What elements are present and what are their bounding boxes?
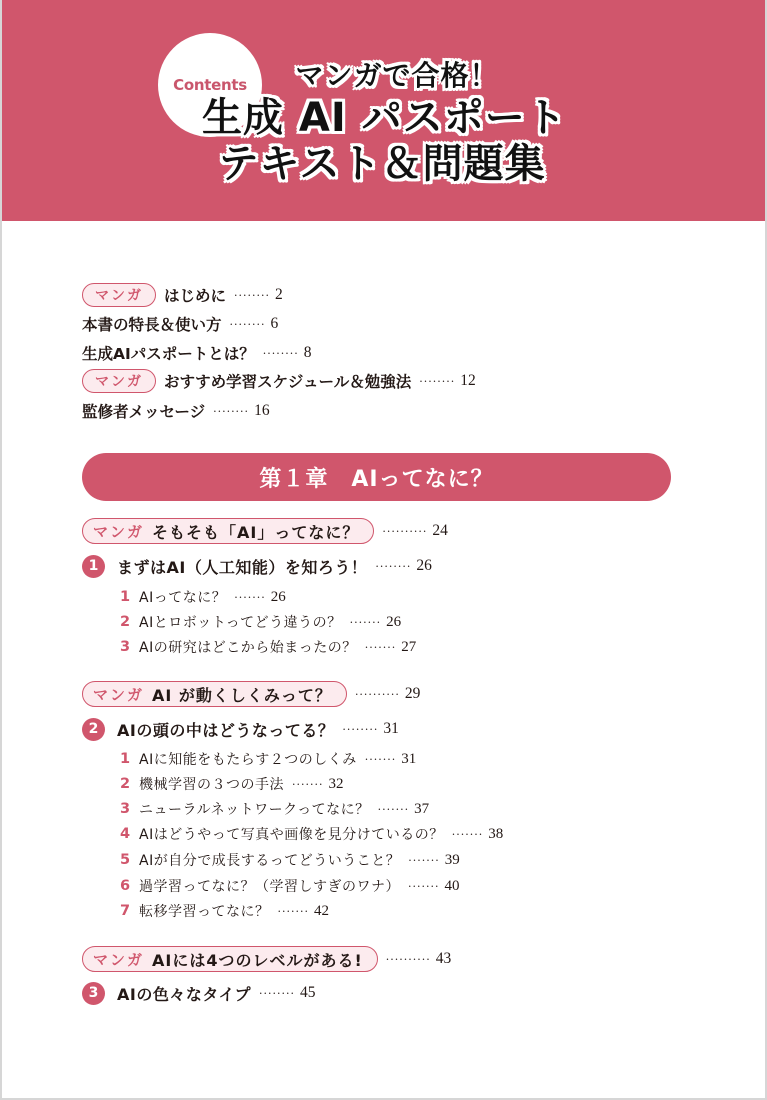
leader-dots: ·······	[408, 879, 440, 893]
page-number: 29	[404, 685, 421, 702]
entry-title: 転移学習ってなに？	[139, 904, 270, 920]
page-number: 40	[444, 877, 460, 894]
leader-dots: ·······	[377, 802, 410, 816]
manga-tag: マンガ	[93, 522, 145, 541]
subitem-number: 6	[120, 878, 131, 894]
leader-dots: ········	[229, 317, 266, 331]
entry-title: AIとロボットってどう違うの？	[139, 615, 342, 631]
leader-dots: ········	[342, 722, 379, 736]
page-number: 43	[435, 950, 452, 967]
toc-section-3[interactable]	[82, 979, 316, 1007]
toc-subitem-1-2[interactable]	[120, 608, 401, 636]
contents-label: Contents	[173, 76, 247, 94]
leader-dots: ········	[262, 346, 299, 360]
toc-entry-features[interactable]	[82, 310, 278, 338]
header-band	[2, 0, 765, 221]
title-line-1: マンガで合格！	[295, 59, 499, 92]
toc-subitem-2-6[interactable]	[120, 872, 459, 900]
page-number: 37	[414, 800, 430, 817]
entry-title: AI が動くしくみって？	[152, 685, 332, 705]
subitem-number: 2	[120, 614, 131, 630]
section-number-badge: 3	[82, 982, 105, 1005]
subitem-number: 3	[120, 801, 131, 817]
leader-dots: ··········	[354, 687, 400, 701]
manga-pill	[82, 518, 374, 544]
chapter-1-heading[interactable]	[82, 453, 671, 501]
entry-title: AIってなに？	[139, 590, 227, 606]
leader-dots: ········	[419, 374, 456, 388]
page-number: 27	[401, 638, 417, 655]
leader-dots: ·······	[451, 827, 484, 841]
subitem-number: 2	[120, 776, 131, 792]
subitem-number: 1	[120, 589, 131, 605]
subitem-number: 5	[120, 852, 131, 868]
manga-badge: マンガ	[82, 283, 156, 307]
leader-dots: ········	[259, 986, 296, 1000]
page-number: 32	[328, 775, 344, 792]
page-number: 26	[270, 588, 286, 605]
toc-entry-schedule[interactable]	[82, 367, 476, 395]
page-number: 26	[386, 613, 402, 630]
toc-entry-supervisor-message[interactable]	[82, 397, 270, 425]
title-line-3: テキスト＆問題集	[218, 141, 546, 187]
leader-dots: ········	[234, 288, 270, 302]
toc-manga-how-ai-works[interactable]	[82, 680, 420, 708]
subitem-number: 1	[120, 751, 131, 767]
toc-manga-four-levels[interactable]	[82, 945, 451, 973]
toc-entry-about-passport[interactable]	[82, 339, 312, 367]
section-number-badge: 1	[82, 555, 105, 578]
title-line-2: 生成 AI パスポート	[202, 95, 567, 141]
entry-title: AIが自分で成長するってどういうこと？	[139, 853, 401, 869]
page-number: 16	[254, 402, 270, 419]
page-number: 8	[303, 344, 312, 361]
page-number: 24	[432, 522, 448, 539]
chapter-label: 第１章 AIってなに？	[259, 466, 494, 492]
leader-dots: ········	[375, 559, 412, 573]
manga-tag: マンガ	[93, 950, 145, 969]
entry-title: そもそも「AI」ってなに？	[152, 522, 360, 542]
entry-title: 過学習ってなに？（学習しすぎのワナ）	[139, 879, 400, 895]
entry-title: AIの色々なタイプ	[117, 984, 252, 1004]
page-number: 31	[383, 720, 399, 737]
page-number: 2	[275, 286, 283, 303]
entry-title: まずはAI（人工知能）を知ろう！	[117, 557, 368, 577]
toc-subitem-2-5[interactable]	[120, 846, 460, 874]
toc-section-1[interactable]	[82, 552, 432, 580]
manga-tag: マンガ	[93, 685, 145, 704]
page-number: 12	[460, 372, 476, 389]
page-number: 31	[401, 750, 417, 767]
entry-title: 機械学習の３つの手法	[139, 777, 284, 793]
manga-pill	[82, 681, 347, 707]
leader-dots: ·······	[364, 752, 397, 766]
subitem-number: 3	[120, 639, 131, 655]
leader-dots: ··········	[382, 524, 428, 538]
entry-title: おすすめ学習スケジュール＆勉強法	[164, 373, 412, 391]
leader-dots: ·······	[349, 615, 382, 629]
leader-dots: ········	[213, 404, 250, 418]
page-number: 45	[300, 984, 316, 1001]
entry-title: 監修者メッセージ	[82, 403, 206, 421]
leader-dots: ·······	[292, 777, 324, 791]
leader-dots: ·······	[364, 640, 397, 654]
page-number: 39	[444, 851, 460, 868]
page-number: 6	[270, 315, 279, 332]
entry-title: AIの研究はどこから始まったの？	[139, 640, 357, 656]
toc-subitem-2-7[interactable]	[120, 897, 329, 925]
entry-title: AIの頭の中はどうなってる？	[117, 720, 335, 740]
entry-title: ニューラルネットワークってなに？	[139, 802, 370, 818]
toc-section-2[interactable]	[82, 715, 399, 743]
section-number-badge: 2	[82, 718, 105, 741]
toc-subitem-2-4[interactable]	[120, 820, 503, 848]
leader-dots: ·······	[234, 590, 266, 604]
manga-pill	[82, 946, 378, 972]
subitem-number: 4	[120, 826, 131, 842]
entry-title: 生成AIパスポートとは？	[82, 345, 255, 363]
entry-title: AIはどうやって写真や画像を見分けているの？	[139, 827, 444, 843]
entry-title: 本書の特長＆使い方	[82, 316, 222, 334]
manga-badge: マンガ	[82, 369, 156, 393]
toc-subitem-1-1[interactable]	[120, 583, 286, 611]
toc-subitem-2-1[interactable]	[120, 745, 416, 773]
leader-dots: ·······	[277, 904, 309, 918]
entry-title: はじめに	[164, 287, 227, 305]
toc-entry-hajimeni[interactable]	[82, 281, 283, 309]
page-number: 42	[313, 902, 329, 919]
book-title	[202, 59, 567, 187]
toc-subitem-2-3[interactable]	[120, 795, 429, 823]
entry-title: AIに知能をもたらす２つのしくみ	[139, 752, 357, 768]
subitem-number: 7	[120, 903, 131, 919]
toc-manga-what-is-ai[interactable]	[82, 517, 448, 545]
toc-subitem-1-3[interactable]	[120, 633, 416, 661]
leader-dots: ·······	[408, 853, 440, 867]
leader-dots: ··········	[385, 952, 431, 966]
page-number: 38	[488, 825, 504, 842]
page-number: 26	[416, 557, 432, 574]
entry-title: AIには4つのレベルがある!	[152, 950, 363, 970]
toc-subitem-2-2[interactable]	[120, 770, 343, 798]
